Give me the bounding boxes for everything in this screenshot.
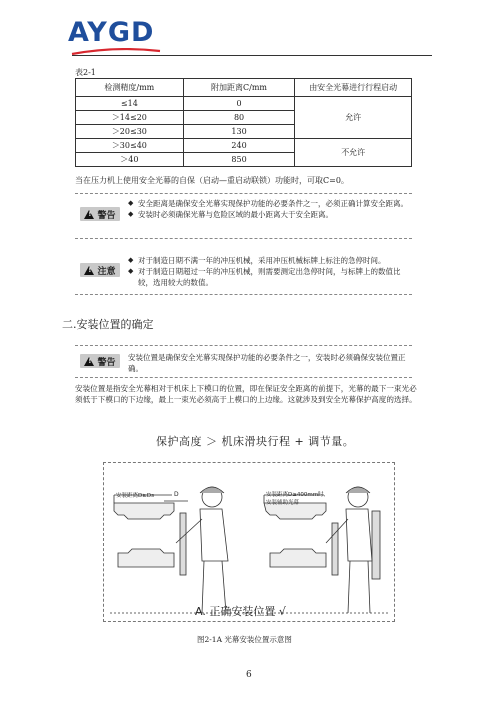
protection-height-formula: 保护高度 ＞ 机床滑块行程 + 调节量。 xyxy=(156,435,355,448)
divider xyxy=(75,345,412,346)
table-cell: 0 xyxy=(183,97,295,111)
table-cell: 130 xyxy=(183,125,295,139)
figure-subcaption: A. 正确安装位置 √ xyxy=(195,605,286,618)
installation-figure xyxy=(103,462,395,622)
table-cell: ＞20≤30 xyxy=(76,125,184,139)
warning-badge xyxy=(80,354,120,368)
divider xyxy=(75,193,412,194)
table-cell: ≤14 xyxy=(76,97,184,111)
company-logo xyxy=(68,18,168,58)
divider xyxy=(75,377,412,378)
table-cell: ＞30≤40 xyxy=(76,139,184,153)
page-number: 6 xyxy=(246,670,252,680)
table-header-cell: 检测精度/mm xyxy=(76,79,184,97)
notice-list xyxy=(128,255,413,288)
figure-label-right-1: 安装距离D≥400mm时, xyxy=(266,492,326,498)
installation-diagram-icon xyxy=(104,463,396,623)
figure-caption: 图2-1A 光幕安装位置示意图 xyxy=(197,635,292,644)
table-row xyxy=(76,139,412,153)
header-divider xyxy=(72,55,432,56)
figure-label-right xyxy=(266,491,325,507)
table-label: 表2-1 xyxy=(75,68,96,77)
table-header-cell: 由安全光幕进行行程启动 xyxy=(295,79,412,97)
divider xyxy=(75,294,412,295)
table-cell: ＞40 xyxy=(76,153,184,167)
table-status-cell: 允许 xyxy=(295,97,412,139)
notice-triangle-icon: ! xyxy=(84,266,94,275)
notice-label: 注意 xyxy=(97,266,116,277)
table-cell: 240 xyxy=(183,139,295,153)
figure-label-right-2: 安装辅助光幕 xyxy=(266,500,300,506)
section-title: 二.安装位置的确定 xyxy=(62,318,154,331)
table-header-cell: 附加距离C/mm xyxy=(183,79,295,97)
figure-label-left: 安装距离D≥Ds xyxy=(116,493,154,499)
body-paragraph: 安装位置是指安全光幕相对于机床上下模口的位置，即在保证安全距离的前提下，光幕的最下一束光必须低于下模口的下边缘，最上一束光必须高于上模口的上边缘。这就涉及到安全光幕保护高度的选择。 xyxy=(75,384,417,404)
warning-list xyxy=(128,198,410,220)
divider xyxy=(75,238,412,239)
distance-table xyxy=(75,78,412,167)
list-item: ◆ 对于制造日期超过一年的冲压机械，则需要测定出急停时间，与标牌上的数值比较，选用较大的数值。 xyxy=(128,266,413,288)
warning-label: 警告 xyxy=(97,210,116,221)
figure-label-d: D xyxy=(174,491,179,498)
list-item: ◆ 安装时必须确保光幕与危险区域的最小距离大于安全距离。 xyxy=(128,209,410,220)
list-item: ◆ 安全距离是确保安全光幕实现保护功能的必要条件之一，必须正确计算安全距离。 xyxy=(128,198,410,209)
warning-label: 警告 xyxy=(97,357,116,368)
warning-text: 安装位置是确保安全光幕实现保护功能的必要条件之一，安装时必须确保安装位置正确。 xyxy=(128,353,406,373)
logo-text: AYGD xyxy=(68,17,155,48)
table-header-row xyxy=(76,79,412,97)
warning-triangle-icon: ! xyxy=(84,357,94,366)
table-cell: 80 xyxy=(183,111,295,125)
notice-badge xyxy=(80,263,120,277)
table-row xyxy=(76,97,412,111)
table-cell: 850 xyxy=(183,153,295,167)
warning-badge xyxy=(80,207,120,221)
list-item: ◆ 对于制造日期不满一年的冲压机械，采用冲压机械标牌上标注的急停时间。 xyxy=(128,255,413,266)
table-note: 当在压力机上使用安全光幕的自保（启动—重启动联锁）功能时，可取C=0。 xyxy=(75,176,349,185)
table-cell: ＞14≤20 xyxy=(76,111,184,125)
table-status-cell: 不允许 xyxy=(295,139,412,167)
warning-triangle-icon: ! xyxy=(84,210,94,219)
